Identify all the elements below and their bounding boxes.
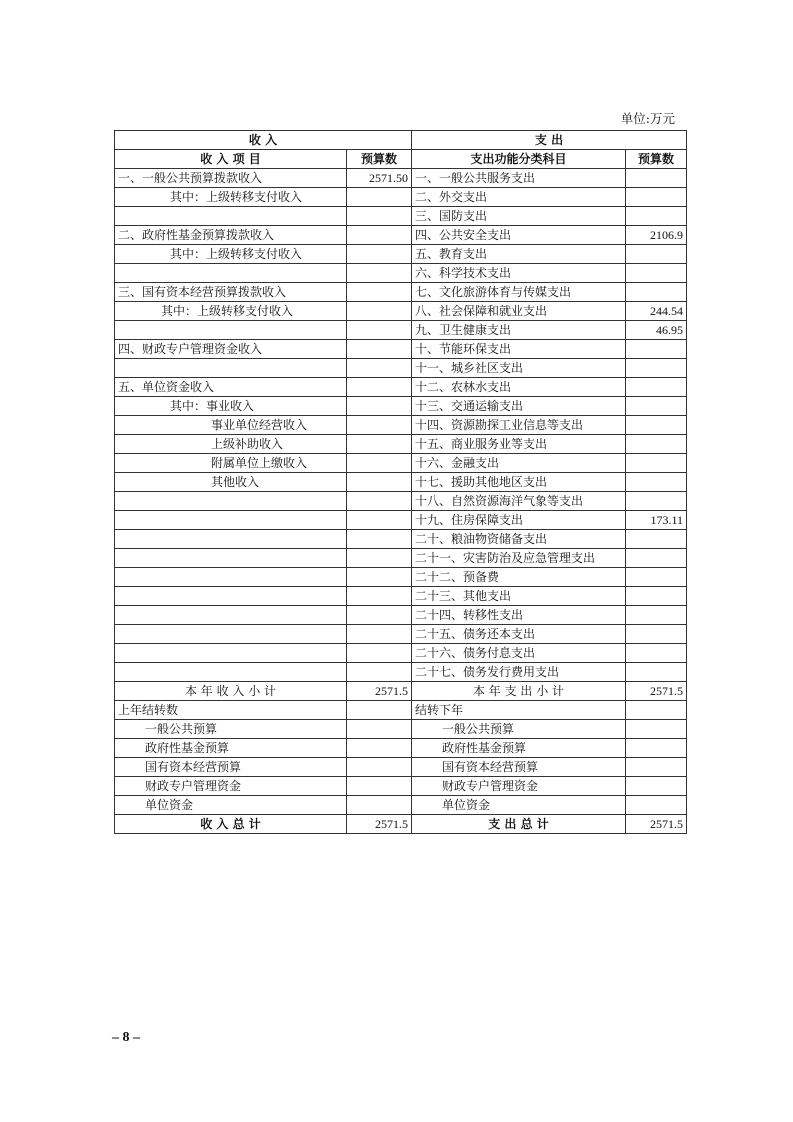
income-item-header: 收 入 项 目 <box>115 150 347 169</box>
expense-item-cell: 六、科学技术支出 <box>412 264 626 283</box>
carry-row <box>115 796 687 815</box>
table-row <box>115 283 687 302</box>
table-row <box>115 245 687 264</box>
income-item-cell <box>115 359 347 378</box>
carry-out-item-cell: 单位资金 <box>412 796 626 815</box>
column-header-row <box>115 150 687 169</box>
income-budget-cell <box>347 378 412 397</box>
carry-out-item-cell: 结转下年 <box>412 701 626 720</box>
expense-item-cell: 一、一般公共服务支出 <box>412 169 626 188</box>
expense-budget-cell <box>626 207 687 226</box>
income-budget-cell <box>347 321 412 340</box>
expense-item-cell: 九、卫生健康支出 <box>412 321 626 340</box>
expense-budget-cell <box>626 530 687 549</box>
expense-budget-cell: 2106.9 <box>626 226 687 245</box>
income-budget-cell <box>347 454 412 473</box>
income-budget-cell <box>347 435 412 454</box>
table-row <box>115 397 687 416</box>
expense-budget-cell <box>626 188 687 207</box>
income-budget-cell <box>347 397 412 416</box>
carry-out-item-cell: 国有资本经营预算 <box>412 758 626 777</box>
income-budget-header: 预算数 <box>347 150 412 169</box>
carry-row <box>115 758 687 777</box>
expense-budget-cell <box>626 416 687 435</box>
income-item-cell: 其中：上级转移支付收入 <box>115 245 347 264</box>
carry-out-item-cell: 财政专户管理资金 <box>412 777 626 796</box>
income-budget-cell <box>347 530 412 549</box>
income-item-cell: 附属单位上缴收入 <box>115 454 347 473</box>
table-row <box>115 625 687 644</box>
income-item-cell: 四、财政专户管理资金收入 <box>115 340 347 359</box>
table-row <box>115 435 687 454</box>
expense-budget-cell: 244.54 <box>626 302 687 321</box>
expense-budget-cell <box>626 663 687 682</box>
carry-row <box>115 720 687 739</box>
carry-row <box>115 777 687 796</box>
income-total-value: 2571.5 <box>347 815 412 834</box>
expense-budget-header: 预算数 <box>626 150 687 169</box>
table-row <box>115 264 687 283</box>
income-item-cell <box>115 587 347 606</box>
table-row <box>115 473 687 492</box>
table-row <box>115 169 687 188</box>
carry-in-item-cell: 财政专户管理资金 <box>115 777 347 796</box>
expense-total-value: 2571.5 <box>626 815 687 834</box>
carry-out-budget-cell <box>626 777 687 796</box>
table-row <box>115 530 687 549</box>
table-row <box>115 568 687 587</box>
table-row <box>115 644 687 663</box>
income-budget-cell <box>347 283 412 302</box>
table-row <box>115 606 687 625</box>
income-budget-cell <box>347 340 412 359</box>
income-budget-cell <box>347 644 412 663</box>
expense-budget-cell <box>626 340 687 359</box>
expense-budget-cell <box>626 473 687 492</box>
expense-budget-cell <box>626 397 687 416</box>
carry-out-budget-cell <box>626 701 687 720</box>
carry-in-item-cell: 政府性基金预算 <box>115 739 347 758</box>
carry-in-item-cell: 一般公共预算 <box>115 720 347 739</box>
income-item-cell <box>115 606 347 625</box>
expense-item-cell: 二十三、其他支出 <box>412 587 626 606</box>
income-subtotal-value: 2571.5 <box>347 682 412 701</box>
table-row <box>115 492 687 511</box>
carry-out-budget-cell <box>626 758 687 777</box>
expense-item-cell: 十四、资源勘探工业信息等支出 <box>412 416 626 435</box>
expense-item-cell: 十九、住房保障支出 <box>412 511 626 530</box>
expense-item-cell: 五、教育支出 <box>412 245 626 264</box>
carry-in-item-cell: 上年结转数 <box>115 701 347 720</box>
expense-item-cell: 十、节能环保支出 <box>412 340 626 359</box>
income-budget-cell <box>347 226 412 245</box>
expense-item-cell: 十七、援助其他地区支出 <box>412 473 626 492</box>
total-row <box>115 815 687 834</box>
expense-item-cell: 二十七、债务发行费用支出 <box>412 663 626 682</box>
income-item-cell: 其中：事业收入 <box>115 397 347 416</box>
expense-item-header: 支出功能分类科目 <box>412 150 626 169</box>
income-budget-cell: 2571.50 <box>347 169 412 188</box>
expense-item-cell: 三、国防支出 <box>412 207 626 226</box>
expense-item-cell: 八、社会保障和就业支出 <box>412 302 626 321</box>
income-budget-cell <box>347 663 412 682</box>
carry-out-budget-cell <box>626 796 687 815</box>
expense-budget-cell <box>626 283 687 302</box>
income-budget-cell <box>347 492 412 511</box>
page-number: – 8 – <box>112 1030 140 1045</box>
income-item-cell <box>115 625 347 644</box>
income-budget-cell <box>347 188 412 207</box>
carry-in-budget-cell <box>347 758 412 777</box>
expense-item-cell: 二十五、债务还本支出 <box>412 625 626 644</box>
carry-out-budget-cell <box>626 739 687 758</box>
table-row <box>115 416 687 435</box>
expense-budget-cell <box>626 245 687 264</box>
income-budget-cell <box>347 207 412 226</box>
expense-budget-cell <box>626 568 687 587</box>
income-item-cell <box>115 663 347 682</box>
income-item-cell <box>115 549 347 568</box>
carry-row <box>115 701 687 720</box>
carry-out-budget-cell <box>626 720 687 739</box>
expense-subtotal-label: 本 年 支 出 小 计 <box>412 682 626 701</box>
expense-budget-cell <box>626 435 687 454</box>
subtotal-row <box>115 682 687 701</box>
carry-in-budget-cell <box>347 739 412 758</box>
expense-item-cell: 二十四、转移性支出 <box>412 606 626 625</box>
expense-item-cell: 十八、自然资源海洋气象等支出 <box>412 492 626 511</box>
carry-in-budget-cell <box>347 796 412 815</box>
table-row <box>115 340 687 359</box>
expense-item-cell: 二、外交支出 <box>412 188 626 207</box>
unit-label: 单位:万元 <box>620 111 675 126</box>
income-item-cell: 三、国有资本经营预算拨款收入 <box>115 283 347 302</box>
carry-in-item-cell: 单位资金 <box>115 796 347 815</box>
expense-budget-cell <box>626 606 687 625</box>
section-header-row <box>115 131 687 150</box>
table-row <box>115 549 687 568</box>
income-budget-cell <box>347 606 412 625</box>
expense-budget-cell <box>626 378 687 397</box>
income-subtotal-label: 本 年 收 入 小 计 <box>115 682 347 701</box>
carry-out-item-cell: 政府性基金预算 <box>412 739 626 758</box>
expense-item-cell: 四、公共安全支出 <box>412 226 626 245</box>
expense-section-header: 支 出 <box>412 131 687 150</box>
expense-budget-cell <box>626 264 687 283</box>
expense-budget-cell: 173.11 <box>626 511 687 530</box>
expense-budget-cell <box>626 169 687 188</box>
income-item-cell: 二、政府性基金预算拨款收入 <box>115 226 347 245</box>
income-budget-cell <box>347 473 412 492</box>
income-item-cell <box>115 568 347 587</box>
income-item-cell: 上级补助收入 <box>115 435 347 454</box>
table-row <box>115 587 687 606</box>
budget-table <box>114 130 687 834</box>
income-budget-cell <box>347 549 412 568</box>
expense-item-cell: 二十、粮油物资储备支出 <box>412 530 626 549</box>
income-item-cell <box>115 511 347 530</box>
table-row <box>115 359 687 378</box>
carry-in-budget-cell <box>347 777 412 796</box>
expense-budget-cell <box>626 549 687 568</box>
income-item-cell: 其中：上级转移支付收入 <box>115 188 347 207</box>
income-budget-cell <box>347 587 412 606</box>
income-budget-cell <box>347 302 412 321</box>
carry-in-budget-cell <box>347 701 412 720</box>
expense-item-cell: 十一、城乡社区支出 <box>412 359 626 378</box>
expense-item-cell: 十二、农林水支出 <box>412 378 626 397</box>
income-item-cell: 事业单位经营收入 <box>115 416 347 435</box>
income-budget-cell <box>347 416 412 435</box>
income-item-cell: 其他收入 <box>115 473 347 492</box>
income-item-cell <box>115 644 347 663</box>
income-item-cell <box>115 321 347 340</box>
carry-out-item-cell: 一般公共预算 <box>412 720 626 739</box>
expense-budget-cell <box>626 644 687 663</box>
income-item-cell: 一、一般公共预算拨款收入 <box>115 169 347 188</box>
income-budget-cell <box>347 511 412 530</box>
income-item-cell: 其中：上级转移支付收入 <box>115 302 347 321</box>
income-item-cell <box>115 492 347 511</box>
table-row <box>115 321 687 340</box>
expense-budget-cell: 46.95 <box>626 321 687 340</box>
income-budget-cell <box>347 245 412 264</box>
expense-item-cell: 十三、交通运输支出 <box>412 397 626 416</box>
income-budget-cell <box>347 359 412 378</box>
income-total-label: 收 入 总 计 <box>115 815 347 834</box>
income-item-cell <box>115 264 347 283</box>
expense-budget-cell <box>626 359 687 378</box>
carry-in-budget-cell <box>347 720 412 739</box>
expense-item-cell: 二十二、预备费 <box>412 568 626 587</box>
income-budget-cell <box>347 264 412 283</box>
expense-item-cell: 二十六、债务付息支出 <box>412 644 626 663</box>
income-item-cell: 五、单位资金收入 <box>115 378 347 397</box>
table-row <box>115 302 687 321</box>
table-row <box>115 454 687 473</box>
table-row <box>115 226 687 245</box>
table-row <box>115 188 687 207</box>
table-row <box>115 207 687 226</box>
table-row <box>115 663 687 682</box>
expense-item-cell: 十五、商业服务业等支出 <box>412 435 626 454</box>
expense-budget-cell <box>626 587 687 606</box>
expense-budget-cell <box>626 492 687 511</box>
income-section-header: 收 入 <box>115 131 412 150</box>
expense-budget-cell <box>626 454 687 473</box>
table-row <box>115 378 687 397</box>
expense-subtotal-value: 2571.5 <box>626 682 687 701</box>
income-budget-cell <box>347 568 412 587</box>
expense-total-label: 支 出 总 计 <box>412 815 626 834</box>
income-item-cell <box>115 207 347 226</box>
income-item-cell <box>115 530 347 549</box>
carry-row <box>115 739 687 758</box>
expense-item-cell: 二十一、灾害防治及应急管理支出 <box>412 549 626 568</box>
expense-budget-cell <box>626 625 687 644</box>
carry-in-item-cell: 国有资本经营预算 <box>115 758 347 777</box>
income-budget-cell <box>347 625 412 644</box>
expense-item-cell: 七、文化旅游体育与传媒支出 <box>412 283 626 302</box>
expense-item-cell: 十六、金融支出 <box>412 454 626 473</box>
table-row <box>115 511 687 530</box>
